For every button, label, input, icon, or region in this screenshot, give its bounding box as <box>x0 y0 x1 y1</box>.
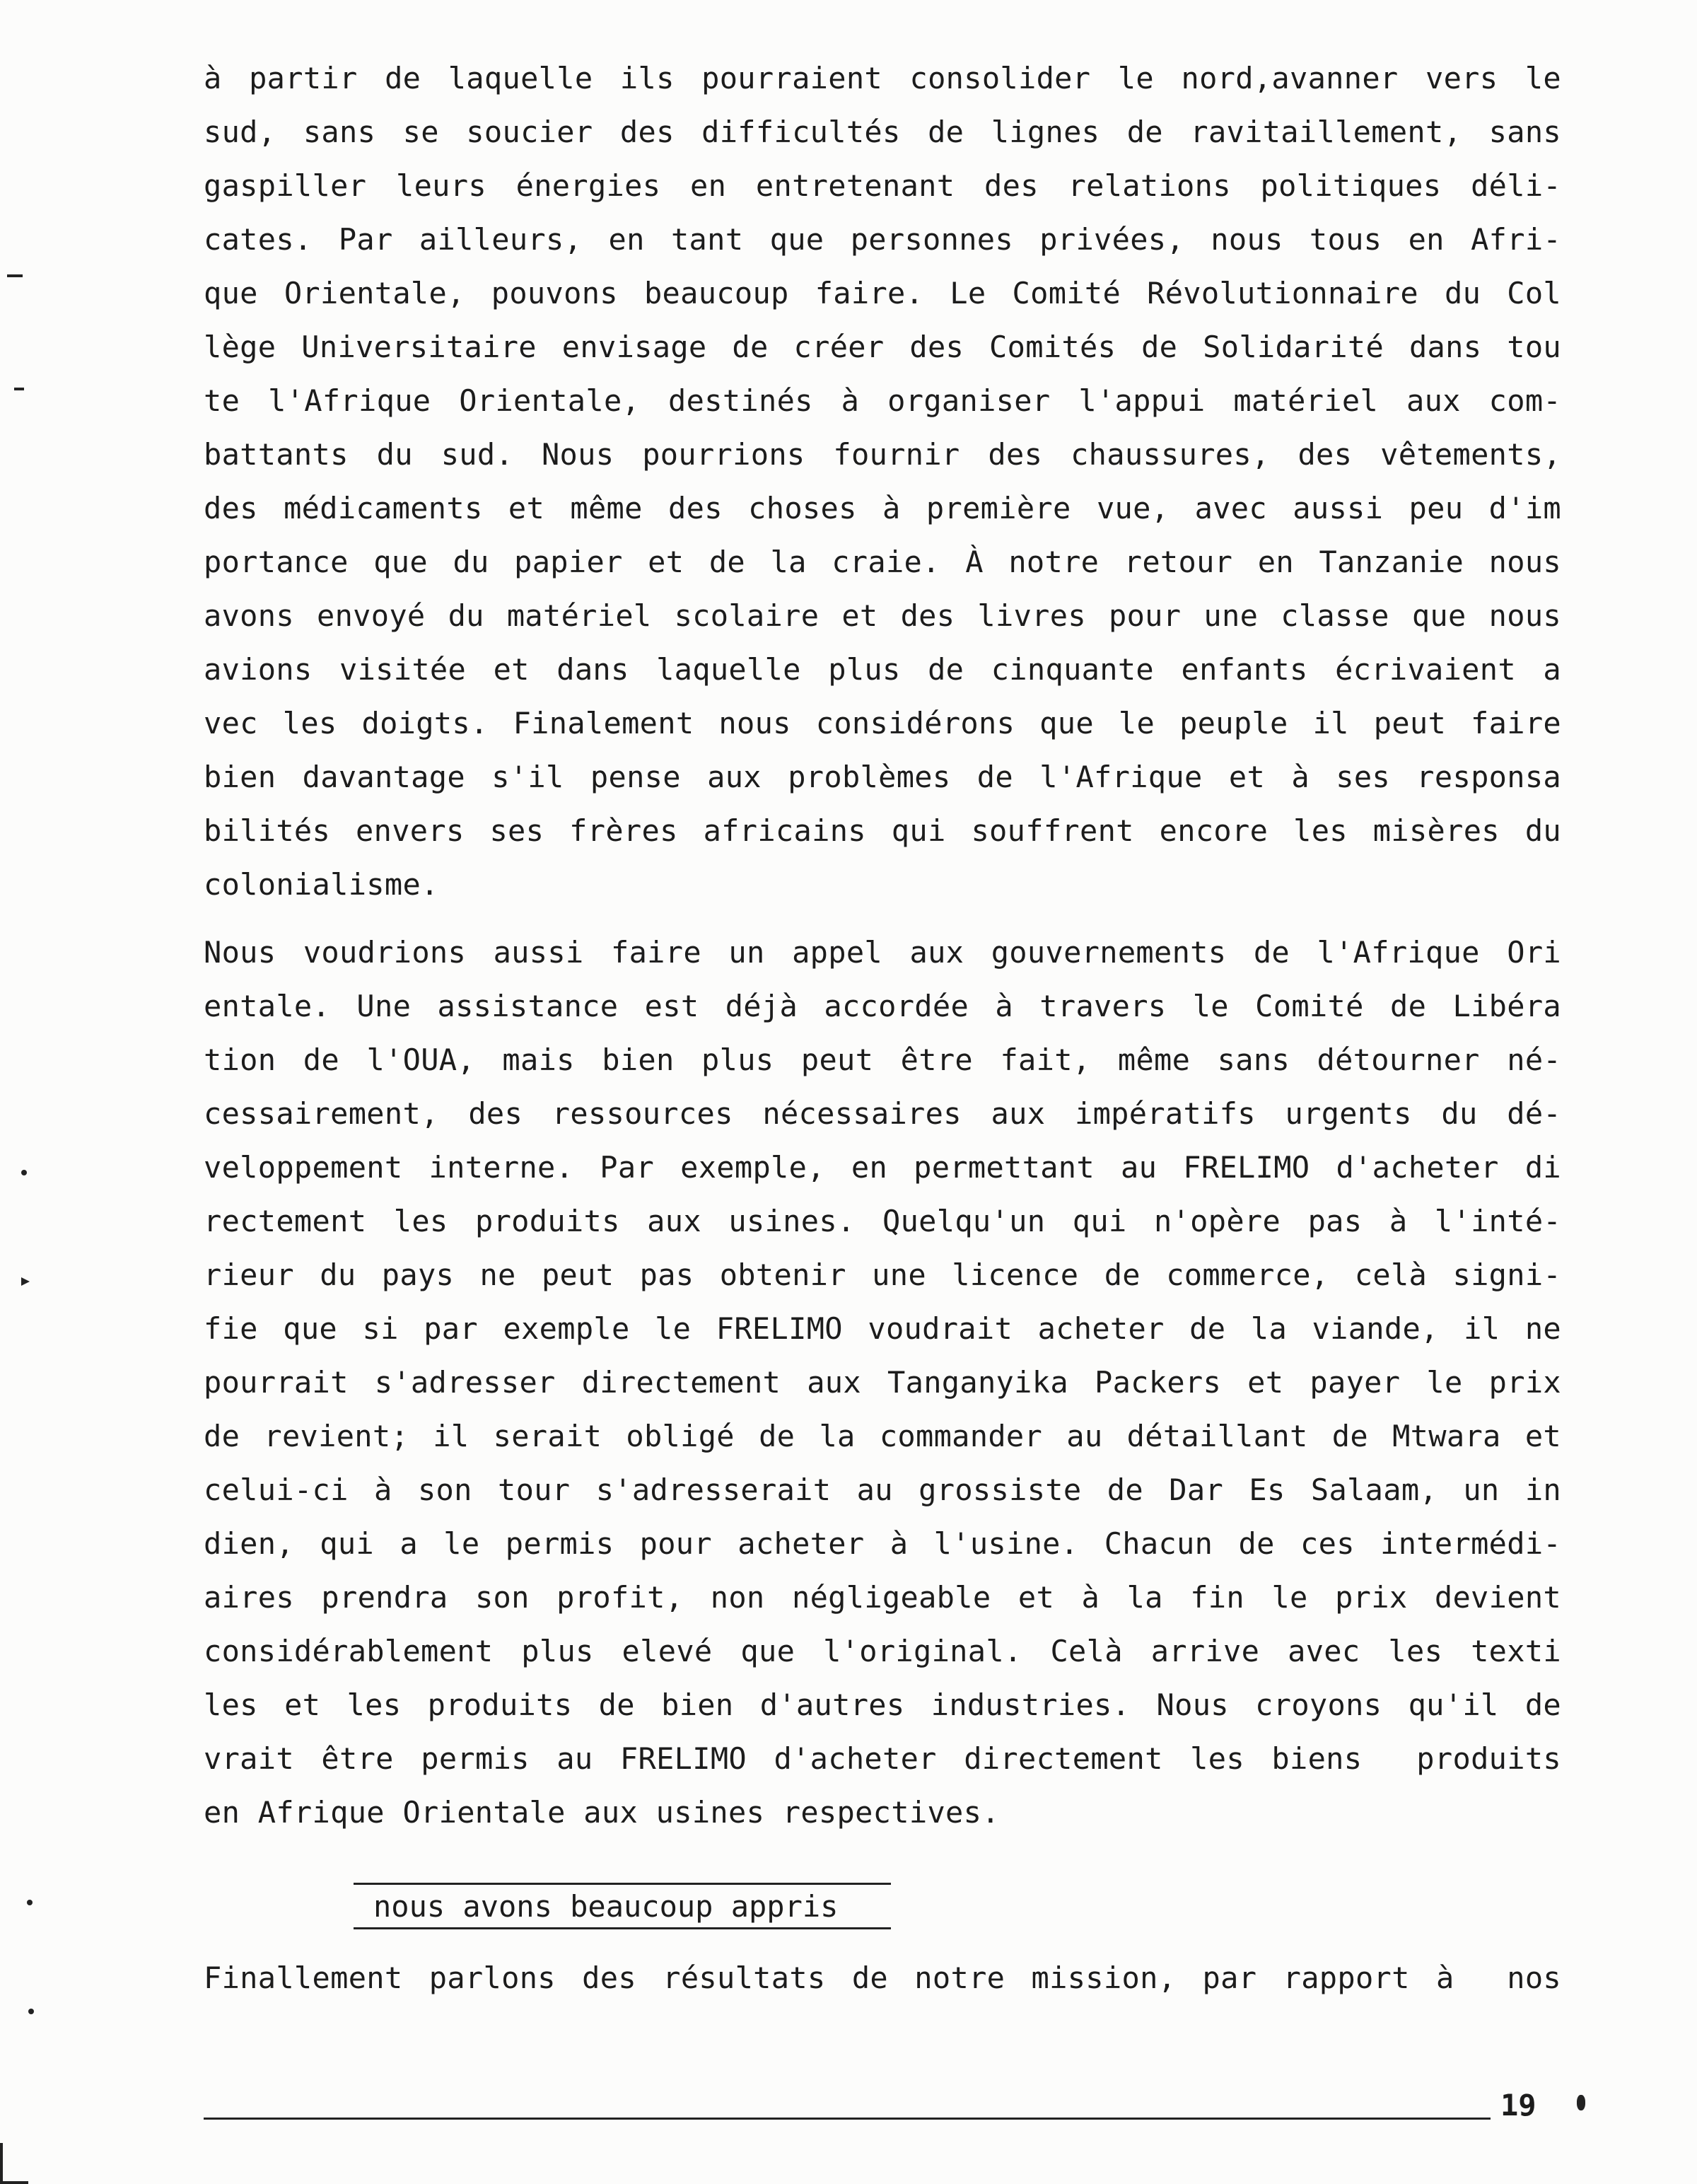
margin-mark <box>27 1900 33 1905</box>
text-line: entale. Une assistance est déjà accordée à travers le Comité de Libéra <box>204 989 1561 1023</box>
section-heading: nous avons beaucoup appris <box>373 1889 839 1924</box>
text-line: cessairement, des ressources nécessaires aux impératifs urgents du dé- <box>204 1096 1561 1131</box>
text-line: avons envoyé du matériel scolaire et des livres pour une classe que nous <box>204 598 1561 633</box>
text-line: aires prendra son profit, non négligeable et à la fin le prix devient <box>204 1580 1561 1615</box>
margin-mark <box>21 1170 27 1175</box>
footer-rule <box>204 2118 1491 2120</box>
text-line: cates. Par ailleurs, en tant que personnes privées, nous tous en Afri- <box>204 222 1561 257</box>
margin-mark <box>21 1277 30 1286</box>
text-line: pourrait s'adresser directement aux Tanganyika Packers et payer le prix <box>204 1365 1561 1400</box>
text-line: te l'Afrique Orientale, destinés à organiser l'appui matériel aux com- <box>204 383 1561 418</box>
text-line: fie que si par exemple le FRELIMO voudrait acheter de la viande, il ne <box>204 1311 1561 1346</box>
text-line: lège Universitaire envisage de créer des Comités de Solidarité dans tou <box>204 330 1561 364</box>
text-line: rectement les produits aux usines. Quelqu'un qui n'opère pas à l'inté- <box>204 1204 1561 1238</box>
text-line: portance que du papier et de la craie. À notre retour en Tanzanie nous <box>204 545 1561 579</box>
text-line: Finallement parlons des résultats de notre mission, par rapport à nos <box>204 1961 1561 1995</box>
text-line: gaspiller leurs énergies en entretenant des relations politiques déli- <box>204 168 1561 203</box>
corner-mark <box>0 2143 28 2184</box>
text-line: vrait être permis au FRELIMO d'acheter directement les biens produits <box>204 1741 1561 1776</box>
text-line: considérablement plus elevé que l'original. Celà arrive avec les texti <box>204 1634 1561 1668</box>
text-line: de revient; il serait obligé de la commander au détaillant de Mtwara et <box>204 1419 1561 1453</box>
text-line: celui-ci à son tour s'adresserait au grossiste de Dar Es Salaam, un in <box>204 1473 1561 1507</box>
text-line: que Orientale, pouvons beaucoup faire. Le Comité Révolutionnaire du Col <box>204 276 1561 310</box>
margin-mark <box>14 388 24 390</box>
text-line: des médicaments et même des choses à première vue, avec aussi peu d'im <box>204 491 1561 525</box>
ink-blot-mark <box>1577 2095 1585 2110</box>
page-number: 19 <box>1500 2088 1536 2122</box>
text-line: sud, sans se soucier des difficultés de lignes de ravitaillement, sans <box>204 115 1561 149</box>
text-line: en Afrique Orientale aux usines respectives. <box>204 1795 1000 1830</box>
margin-mark <box>28 2009 34 2014</box>
text-line: les et les produits de bien d'autres industries. Nous croyons qu'il de <box>204 1688 1561 1722</box>
section-heading-box <box>354 1883 891 1929</box>
margin-mark <box>7 274 23 277</box>
text-line: vec les doigts. Finalement nous considérons que le peuple il peut faire <box>204 706 1561 740</box>
text-line: bilités envers ses frères africains qui souffrent encore les misères du <box>204 813 1561 848</box>
text-line: Nous voudrions aussi faire un appel aux gouvernements de l'Afrique Ori <box>204 935 1561 970</box>
text-line: bien davantage s'il pense aux problèmes de l'Afrique et à ses responsa <box>204 760 1561 794</box>
text-line: à partir de laquelle ils pourraient consolider le nord,avanner vers le <box>204 61 1561 95</box>
text-line: colonialisme. <box>204 867 439 902</box>
text-line: battants du sud. Nous pourrions fournir des chaussures, des vêtements, <box>204 437 1561 472</box>
text-line: veloppement interne. Par exemple, en permettant au FRELIMO d'acheter di <box>204 1150 1561 1185</box>
text-line: dien, qui a le permis pour acheter à l'usine. Chacun de ces intermédi- <box>204 1526 1561 1561</box>
text-line: rieur du pays ne peut pas obtenir une licence de commerce, celà signi- <box>204 1257 1561 1292</box>
text-line: avions visitée et dans laquelle plus de cinquante enfants écrivaient a <box>204 652 1561 687</box>
text-line: tion de l'OUA, mais bien plus peut être fait, même sans détourner né- <box>204 1042 1561 1077</box>
